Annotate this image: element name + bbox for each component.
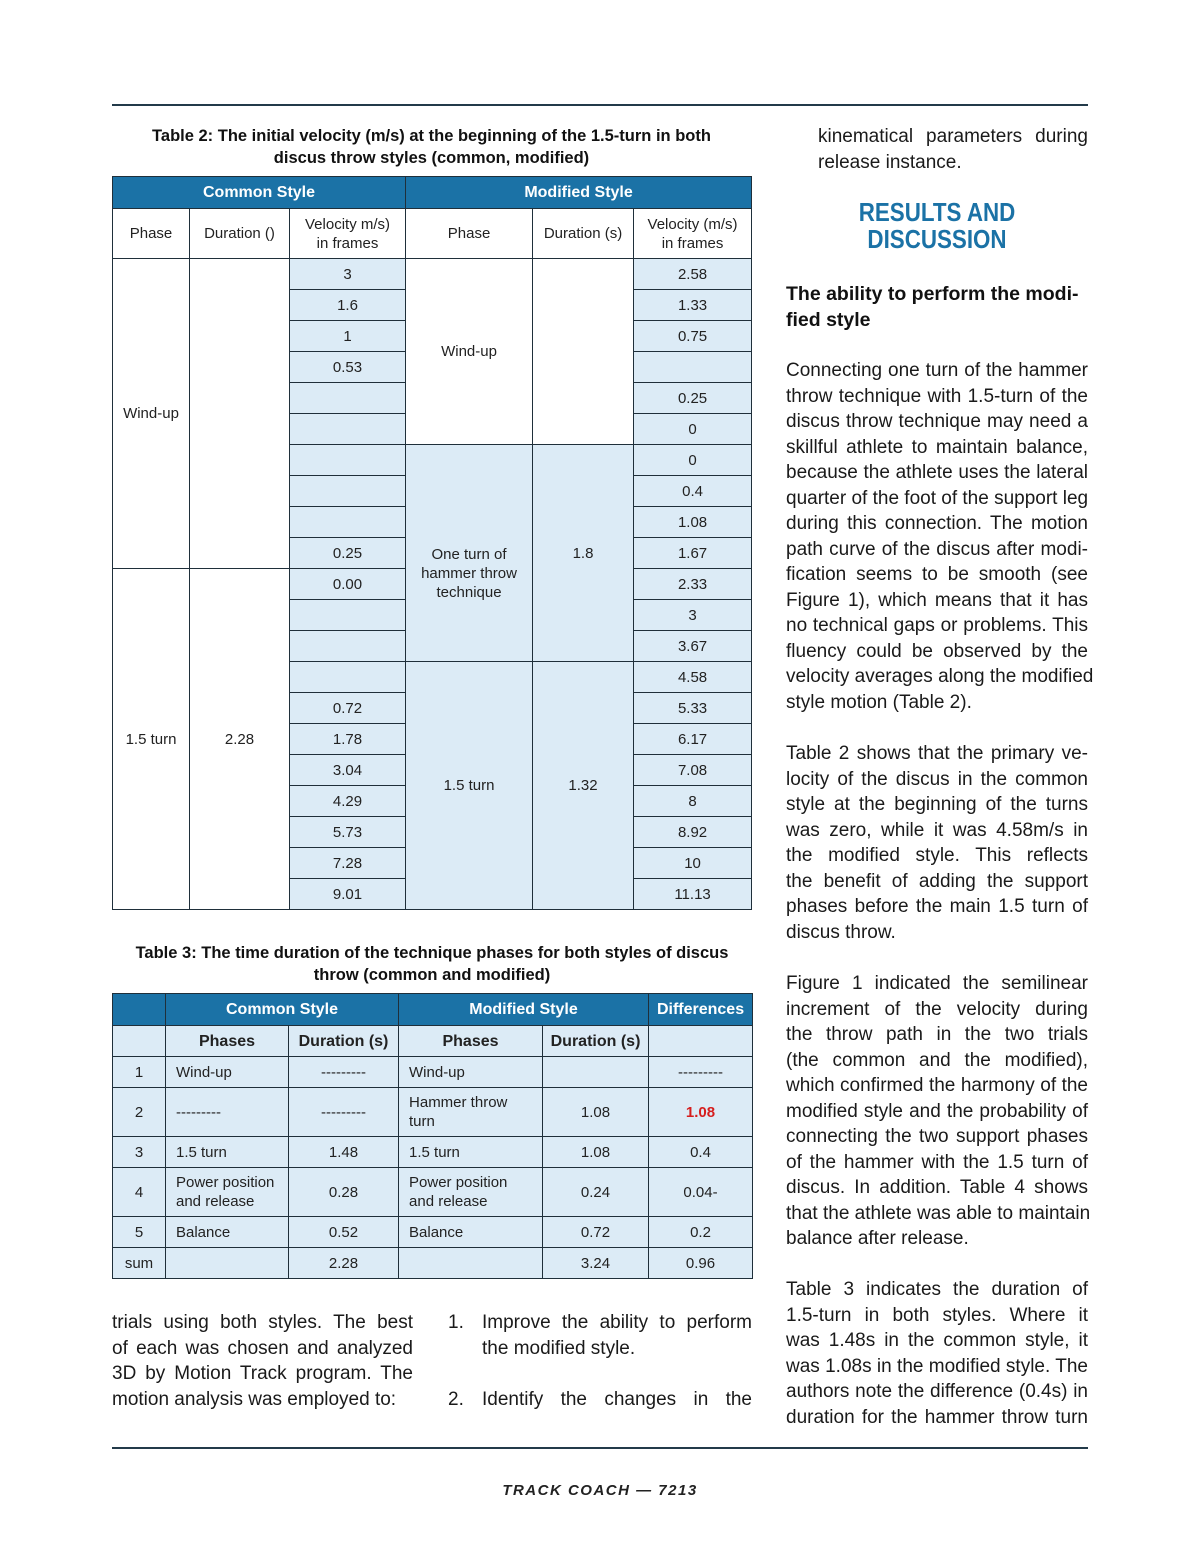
right-intro [818,124,1088,175]
phase-line2: and release [409,1193,488,1210]
text-line: kinematical parameters during [818,126,1088,147]
phase-line1: Power position [409,1174,508,1191]
table2-header-phase-modified: Phase [406,209,533,259]
table3-duration-modified: 0.72 [543,1217,649,1248]
table3-duration-common: 0.28 [289,1168,399,1217]
table3-group-modified: Modified Style [399,994,649,1026]
table3-header-blank [113,1026,166,1057]
text-line: style motion (Table 2). [786,691,972,713]
list-number-2: 2. [448,1389,464,1410]
table3-row-number: 4 [113,1168,166,1217]
text-line: trials using both styles. The best [112,1312,413,1333]
text-line: Table 2 shows that the primary ve- [786,743,1088,764]
table2 [112,176,752,910]
text-line: release instance. [818,151,962,173]
text-line: throw technique with 1.5-turn of the [786,385,1088,407]
hammer-line2: hammer throw [421,564,517,582]
common-velocity: 0.53 [290,352,406,383]
table3-phase-common: Wind-up [166,1057,289,1088]
table3-diff: 0.04- [649,1168,753,1217]
common-velocity: 0.00 [290,569,406,600]
heading-line1: RESULTS AND [858,197,1016,227]
text-line: which confirmed the harmony of the [786,1075,1088,1096]
text-line: no technical gaps or problems. This [786,615,1088,636]
table3-header-diff [649,1026,753,1057]
modified-velocity: 10 [634,848,752,879]
table3-phase-modified [399,1248,543,1279]
table3-phase-modified [399,1088,543,1137]
modified-duration-hammer: 1.8 [533,445,634,662]
table3-phase-common [166,1248,289,1279]
common-velocity: 0.72 [290,693,406,724]
common-velocity: 9.01 [290,879,406,910]
common-velocity: 5.73 [290,817,406,848]
heading-line2: DISCUSSION [867,224,1007,254]
text-line: skillful athlete to maintain balance, [786,436,1088,458]
text-line: modified style and the probability of [786,1100,1088,1122]
paragraph-3 [786,971,1091,1252]
modified-velocity: 3.67 [634,631,752,662]
table3-corner [113,994,166,1026]
table3-phase-common: Balance [166,1217,289,1248]
list-item-1 [482,1310,752,1361]
text-line: fication seems to be smooth (see [786,564,1088,585]
table3-group-diff: Differences [649,994,753,1026]
modified-velocity: 7.08 [634,755,752,786]
common-velocity [290,476,406,507]
modified-velocity: 3 [634,600,752,631]
velocity-header-line1: Velocity m/s) [305,215,391,233]
table3-phase-modified [399,1168,543,1217]
modified-phase-windup: Wind-up [406,259,533,445]
common-velocity: 4.29 [290,786,406,817]
text-line: was zero, while it was 4.58m/s in [786,819,1088,841]
text-line: during this connection. The motion [786,513,1088,534]
text-line: Connecting one turn of the hammer [786,360,1088,381]
list-item-2 [482,1387,752,1413]
common-velocity [290,383,406,414]
text-line: connecting the two support phases [786,1126,1088,1147]
table3-duration-common: --------- [289,1088,399,1137]
modified-duration-turn: 1.32 [533,662,634,910]
table3-phase-modified: 1.5 turn [399,1137,543,1168]
table3-caption [112,942,752,986]
table2-caption-line2: discus throw styles (common, modified) [273,149,590,167]
table3-phase-modified: Wind-up [399,1057,543,1088]
text-line: discus. In addition. Table 4 shows [786,1177,1088,1198]
table3-header-phases-modified: Phases [399,1026,543,1057]
phase-line1: Power position [176,1174,275,1191]
table3-diff: 0.96 [649,1248,753,1279]
table3-header-duration-modified: Duration (s) [543,1026,649,1057]
text-line: the modified style. This reflects [786,845,1088,866]
modified-velocity: 2.58 [634,259,752,290]
paragraph-2 [786,741,1088,945]
table2-caption-line1: Table 2: The initial velocity (m/s) at the beginning of the 1.5-turn in both [152,127,711,145]
table3-caption-line2: throw (common and modified) [313,966,551,984]
text-line: motion analysis was employed to: [112,1388,397,1410]
hammer-line1: One turn of [431,545,507,563]
text-line: was 1.08s in the modified style. The [786,1355,1088,1377]
text-line: of the hammer with the 1.5 turn of [786,1151,1088,1173]
modified-velocity: 8.92 [634,817,752,848]
common-velocity: 0.25 [290,538,406,569]
modified-velocity: 0.75 [634,321,752,352]
phase-line2: turn [409,1113,435,1130]
modified-velocity: 0 [634,445,752,476]
common-velocity: 1.6 [290,290,406,321]
phase-line2: and release [176,1193,255,1210]
bottom-rule [112,1447,1088,1449]
table3-duration-common: 2.28 [289,1248,399,1279]
modified-velocity: 6.17 [634,724,752,755]
common-velocity: 1.78 [290,724,406,755]
section-heading [807,199,1067,253]
table3 [112,993,753,1279]
text-line: the benefit of adding the support [786,870,1088,892]
table3-row-number: 5 [113,1217,166,1248]
paragraph-1 [786,358,1094,715]
table2-group-common: Common Style [113,177,406,209]
text-line: fluency could be observed by the [786,640,1088,662]
text-line: discus throw technique may need a [786,411,1088,432]
page-footer: TRACK COACH — 7213 [502,1482,698,1499]
table3-header-phases-common: Phases [166,1026,289,1057]
text-line: phases before the main 1.5 turn of [786,896,1088,917]
velocity-header-line1: Velocity (m/s) [647,215,738,233]
common-velocity: 1 [290,321,406,352]
table2-header-phase-common: Phase [113,209,190,259]
common-velocity: 7.28 [290,848,406,879]
common-velocity [290,631,406,662]
text-line: Figure 1), which means that it has [786,589,1088,611]
common-velocity [290,445,406,476]
common-phase-turn: 1.5 turn [113,569,190,910]
modified-velocity: 1.33 [634,290,752,321]
table3-duration-common: 0.52 [289,1217,399,1248]
table3-caption-line1: Table 3: The time duration of the technique phases for both styles of discus [135,944,729,962]
text-line: the throw path in the two trials [786,1024,1088,1045]
common-velocity [290,414,406,445]
text-line: the modified style. [482,1337,636,1359]
text-line: Improve the ability to perform [482,1312,752,1333]
table3-row-sum: sum [113,1248,166,1279]
common-phase-windup: Wind-up [113,259,190,569]
bottom-left-paragraph [112,1310,413,1412]
text-line: Figure 1 indicated the semilinear [786,973,1088,994]
modified-velocity: 2.33 [634,569,752,600]
common-velocity [290,507,406,538]
modified-velocity: 1.67 [634,538,752,569]
table3-diff: 0.2 [649,1217,753,1248]
table3-duration-modified: 1.08 [543,1088,649,1137]
hammer-line3: technique [436,583,502,601]
table2-header-duration-common: Duration () [190,209,290,259]
table3-phase-modified: Balance [399,1217,543,1248]
table3-duration-modified: 1.08 [543,1137,649,1168]
text-line: of each was chosen and analyzed [112,1337,413,1359]
text-line: style at the beginning of the turns [786,794,1088,815]
text-line: was 1.48s in the common style, it [786,1330,1088,1351]
table2-header-duration-modified: Duration (s) [533,209,634,259]
modified-velocity: 11.13 [634,879,752,910]
subsection-heading [786,281,1088,333]
table2-caption [112,125,751,169]
table3-phase-common [166,1168,289,1217]
modified-velocity: 0.25 [634,383,752,414]
subheading-line1: The ability to perform the modi- [786,283,1079,305]
velocity-header-line2: in frames [661,234,724,252]
table3-row-number: 2 [113,1088,166,1137]
text-line: (the common and the modified), [786,1049,1088,1071]
text-line: because the athlete uses the lateral [786,462,1088,483]
list-number-1: 1. [448,1312,464,1333]
top-rule [112,104,1088,106]
table3-diff-highlight: 1.08 [649,1088,753,1137]
text-line: balance after release. [786,1228,969,1249]
text-line: quarter of the foot of the support leg [786,487,1089,509]
table3-phase-common: 1.5 turn [166,1137,289,1168]
common-duration-windup [190,259,290,569]
table3-phase-common: --------- [166,1088,289,1137]
modified-velocity: 5.33 [634,693,752,724]
text-line: locity of the discus in the common [786,768,1088,790]
modified-phase-hammer [406,445,533,662]
velocity-header-line2: in frames [316,234,379,252]
table3-duration-modified: 3.24 [543,1248,649,1279]
modified-velocity: 8 [634,786,752,817]
subheading-line2: fied style [786,309,871,331]
text-line: velocity averages along the modified [786,666,1094,687]
modified-velocity: 4.58 [634,662,752,693]
table3-row-number: 1 [113,1057,166,1088]
table3-duration-common: 1.48 [289,1137,399,1168]
table3-diff: --------- [649,1057,753,1088]
common-velocity [290,600,406,631]
text-line: 1.5-turn in both styles. Where it [786,1304,1088,1326]
table3-duration-modified: 0.24 [543,1168,649,1217]
modified-velocity: 1.08 [634,507,752,538]
table3-group-common: Common Style [166,994,399,1026]
text-line: duration for the hammer throw turn [786,1406,1088,1428]
common-velocity: 3.04 [290,755,406,786]
table2-header-velocity-common [290,209,406,259]
table3-diff: 0.4 [649,1137,753,1168]
modified-phase-turn: 1.5 turn [406,662,533,910]
table3-row-number: 3 [113,1137,166,1168]
paragraph-4 [786,1277,1088,1430]
text-line: Identify the changes in the [482,1389,752,1410]
text-line: 3D by Motion Track program. The [112,1363,413,1384]
phase-line1: Hammer throw [409,1094,508,1111]
common-velocity [290,662,406,693]
common-duration-turn: 2.28 [190,569,290,910]
common-velocity: 3 [290,259,406,290]
text-line: authors note the difference (0.4s) in [786,1381,1088,1402]
text-line: path curve of the discus after modi- [786,538,1088,560]
table3-duration-common: --------- [289,1057,399,1088]
text-line: that the athlete was able to maintain [786,1202,1091,1224]
text-line: discus throw. [786,921,896,943]
table3-header-duration-common: Duration (s) [289,1026,399,1057]
table2-group-modified: Modified Style [406,177,752,209]
table2-header-velocity-modified [634,209,752,259]
modified-velocity: 0.4 [634,476,752,507]
text-line: Table 3 indicates the duration of [786,1279,1088,1300]
table3-duration-modified [543,1057,649,1088]
modified-velocity: 0 [634,414,752,445]
modified-velocity [634,352,752,383]
text-line: increment of the velocity during [786,998,1088,1020]
modified-duration-windup [533,259,634,445]
